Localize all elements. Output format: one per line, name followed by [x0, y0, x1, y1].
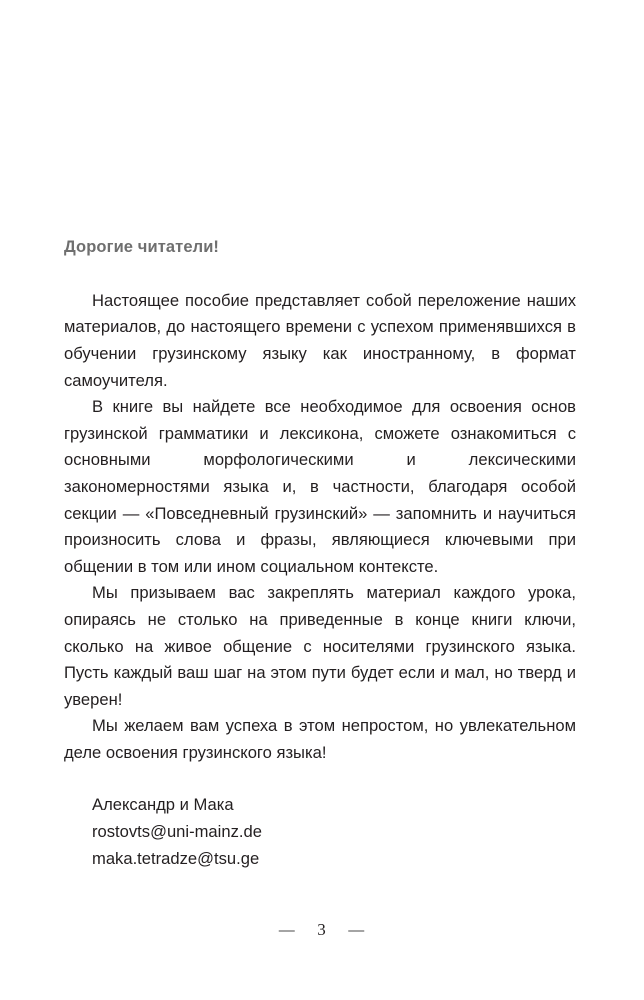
signature-block: [64, 792, 576, 872]
signature-email-1: rostovts@uni-mainz.de: [92, 822, 262, 842]
paragraph-2: В книге вы найдете все необходимое для освоения основ грузинской грамматики и лексикона, сможете ознакомиться с основными морфологическими и лексическими закономерностями языка и, в частности, благодаря особой секции — «Повседневный грузинский» — запомнить и научиться произносить слова и фразы, являющиеся ключевыми при общении в том или ином социальном контексте.: [64, 397, 576, 576]
page-number: 3: [317, 920, 327, 939]
signature-email-2: maka.tetradze@tsu.ge: [92, 848, 260, 868]
paragraph-1: Настоящее пособие представляет собой переложение наших материалов, до настоящего времени с успехом применявшихся в обучении грузинскому языку как иностранному, в формат самоучителя.: [64, 290, 576, 390]
page-footer: [0, 920, 644, 940]
salutation-heading: Дорогие читатели!: [64, 238, 220, 256]
paragraph-4: Мы желаем вам успеха в этом непростом, но увлекательном деле освоения грузинского языка!: [64, 716, 576, 762]
footer-dash-right: —: [348, 922, 366, 939]
signature-authors: Александр и Мака: [92, 795, 234, 815]
paragraph-3: Мы призываем вас закреплять материал каждого урока, опираясь не столько на приведенные в конце книги ключи, сколько на живое общение с носителями грузинского языка. Пусть каждый ваш шаг на этом пути будет если и мал, но тверд и уверен!: [64, 583, 576, 709]
footer-dash-left: —: [278, 922, 296, 939]
page-body: [64, 238, 576, 872]
